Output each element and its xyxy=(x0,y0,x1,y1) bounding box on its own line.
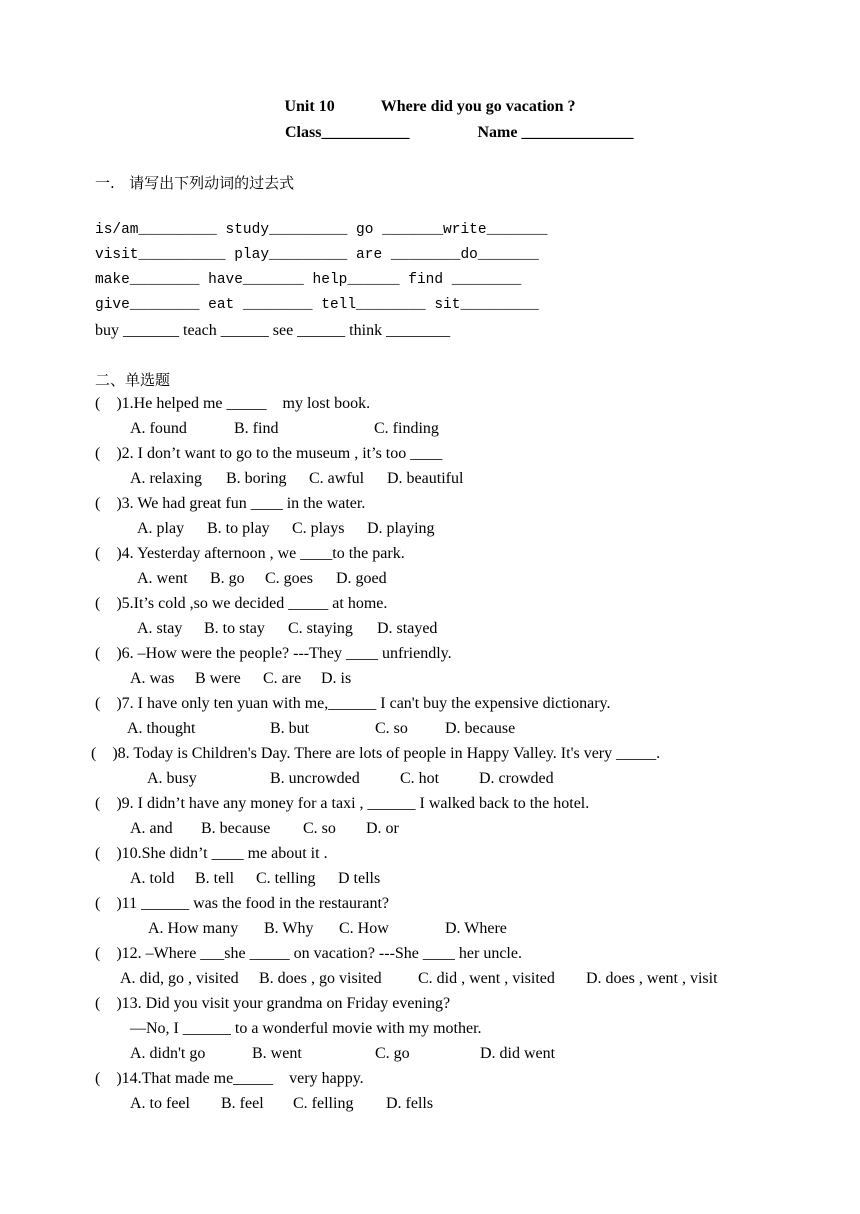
verb-row: make________ have_______ help______ find ________ xyxy=(95,272,522,288)
answer-option: C. awful xyxy=(309,470,365,487)
question-stem: ( )10.She didn’t ____ me about it . xyxy=(95,845,328,862)
answer-option: D. is xyxy=(321,670,352,687)
answer-option: C. goes xyxy=(265,570,313,587)
answer-option: D. because xyxy=(445,720,516,737)
question-stem: ( )9. I didn’t have any money for a taxi , ______ I walked back to the hotel. xyxy=(95,795,590,812)
question-stem: ( )11 ______ was the food in the restaurant? xyxy=(95,895,389,912)
answer-option: D. did went xyxy=(480,1045,556,1062)
question-stem: ( )2. I don’t want to go to the museum , it’s too ____ xyxy=(95,445,443,462)
answer-option: B. go xyxy=(210,570,245,587)
answer-option: B. went xyxy=(252,1045,302,1062)
answer-option: A. relaxing xyxy=(130,470,202,487)
name-field: Name ______________ xyxy=(477,124,634,141)
answer-option: B. does , go visited xyxy=(259,970,382,987)
question-stem: ( )7. I have only ten yuan with me,______ I can't buy the expensive dictionary. xyxy=(95,695,611,712)
answer-option: C. go xyxy=(375,1045,410,1062)
question-stem: ( )14.That made me_____ very happy. xyxy=(95,1070,364,1087)
answer-option: A. How many xyxy=(148,920,239,937)
answer-option: C. finding xyxy=(374,420,439,437)
section1-heading: 一. 请写出下列动词的过去式 xyxy=(95,174,295,192)
unit-number: Unit 10 xyxy=(284,98,335,115)
answer-option: A. went xyxy=(137,570,188,587)
answer-option: D. Where xyxy=(445,920,507,937)
worksheet-title xyxy=(0,98,860,116)
answer-option: C. plays xyxy=(292,520,345,537)
class-field: Class___________ xyxy=(285,124,410,141)
answer-option: D. crowded xyxy=(479,770,554,787)
answer-option: D. or xyxy=(366,820,399,837)
answer-option: A. and xyxy=(130,820,173,837)
answer-option: C. felling xyxy=(293,1095,354,1112)
answer-option: B. Why xyxy=(264,920,314,937)
answer-option: D. goed xyxy=(336,570,387,587)
question-stem: ( )6. –How were the people? ---They ____ unfriendly. xyxy=(95,645,452,662)
question-stem: ( )12. –Where ___she _____ on vacation? ---She ____ her uncle. xyxy=(95,945,522,962)
answer-option: D. stayed xyxy=(377,620,438,637)
question-stem: ( )3. We had great fun ____ in the water. xyxy=(95,495,366,512)
answer-option: A. thought xyxy=(127,720,196,737)
answer-option: D. playing xyxy=(367,520,435,537)
question-stem: ( )8. Today is Children's Day. There are lots of people in Happy Valley. It's very _____. xyxy=(91,745,661,762)
answer-option: B. but xyxy=(270,720,310,737)
answer-option: A. busy xyxy=(147,770,197,787)
answer-option: A. told xyxy=(130,870,175,887)
answer-option: C. did , went , visited xyxy=(418,970,555,987)
answer-option: B. uncrowded xyxy=(270,770,360,787)
answer-option: B. because xyxy=(201,820,271,837)
question-stem: ( )4. Yesterday afternoon , we ____to the park. xyxy=(95,545,405,562)
answer-option: A. did, go , visited xyxy=(120,970,239,987)
verb-row: visit__________ play_________ are ________do_______ xyxy=(95,247,539,263)
question-stem: ( )13. Did you visit your grandma on Friday evening? xyxy=(95,995,451,1012)
section2-heading: 二、单选题 xyxy=(95,371,171,389)
answer-option: A. didn't go xyxy=(130,1045,206,1062)
answer-option: B. find xyxy=(234,420,279,437)
verb-row: buy _______ teach ______ see ______ think ________ xyxy=(95,322,451,339)
answer-option: D. beautiful xyxy=(387,470,464,487)
answer-option: B. tell xyxy=(195,870,235,887)
question-reply: —No, I ______ to a wonderful movie with my mother. xyxy=(130,1020,482,1037)
answer-option: A. was xyxy=(130,670,175,687)
verb-row: give________ eat ________ tell________ sit_________ xyxy=(95,297,539,313)
answer-option: D. does , went , visit xyxy=(586,970,718,987)
verb-row: is/am_________ study_________ go _______write_______ xyxy=(95,222,548,238)
answer-option: C. telling xyxy=(256,870,316,887)
question-stem: ( )1.He helped me _____ my lost book. xyxy=(95,395,371,412)
class-name-line xyxy=(285,124,633,142)
answer-option: A. found xyxy=(130,420,187,437)
unit-title: Where did you go vacation ? xyxy=(380,98,576,115)
answer-option: A. play xyxy=(137,520,185,537)
answer-option: C. staying xyxy=(288,620,353,637)
answer-option: C. are xyxy=(263,670,302,687)
answer-option: C. How xyxy=(339,920,389,937)
answer-option: C. so xyxy=(375,720,408,737)
answer-option: A. stay xyxy=(137,620,183,637)
answer-option: D tells xyxy=(338,870,381,887)
answer-option: B were xyxy=(195,670,241,687)
answer-option: B. feel xyxy=(221,1095,264,1112)
answer-option: B. to stay xyxy=(204,620,265,637)
answer-option: A. to feel xyxy=(130,1095,190,1112)
answer-option: D. fells xyxy=(386,1095,434,1112)
answer-option: B. to play xyxy=(207,520,270,537)
question-stem: ( )5.It’s cold ,so we decided _____ at home. xyxy=(95,595,388,612)
answer-option: C. hot xyxy=(400,770,440,787)
answer-option: C. so xyxy=(303,820,336,837)
answer-option: B. boring xyxy=(226,470,287,487)
